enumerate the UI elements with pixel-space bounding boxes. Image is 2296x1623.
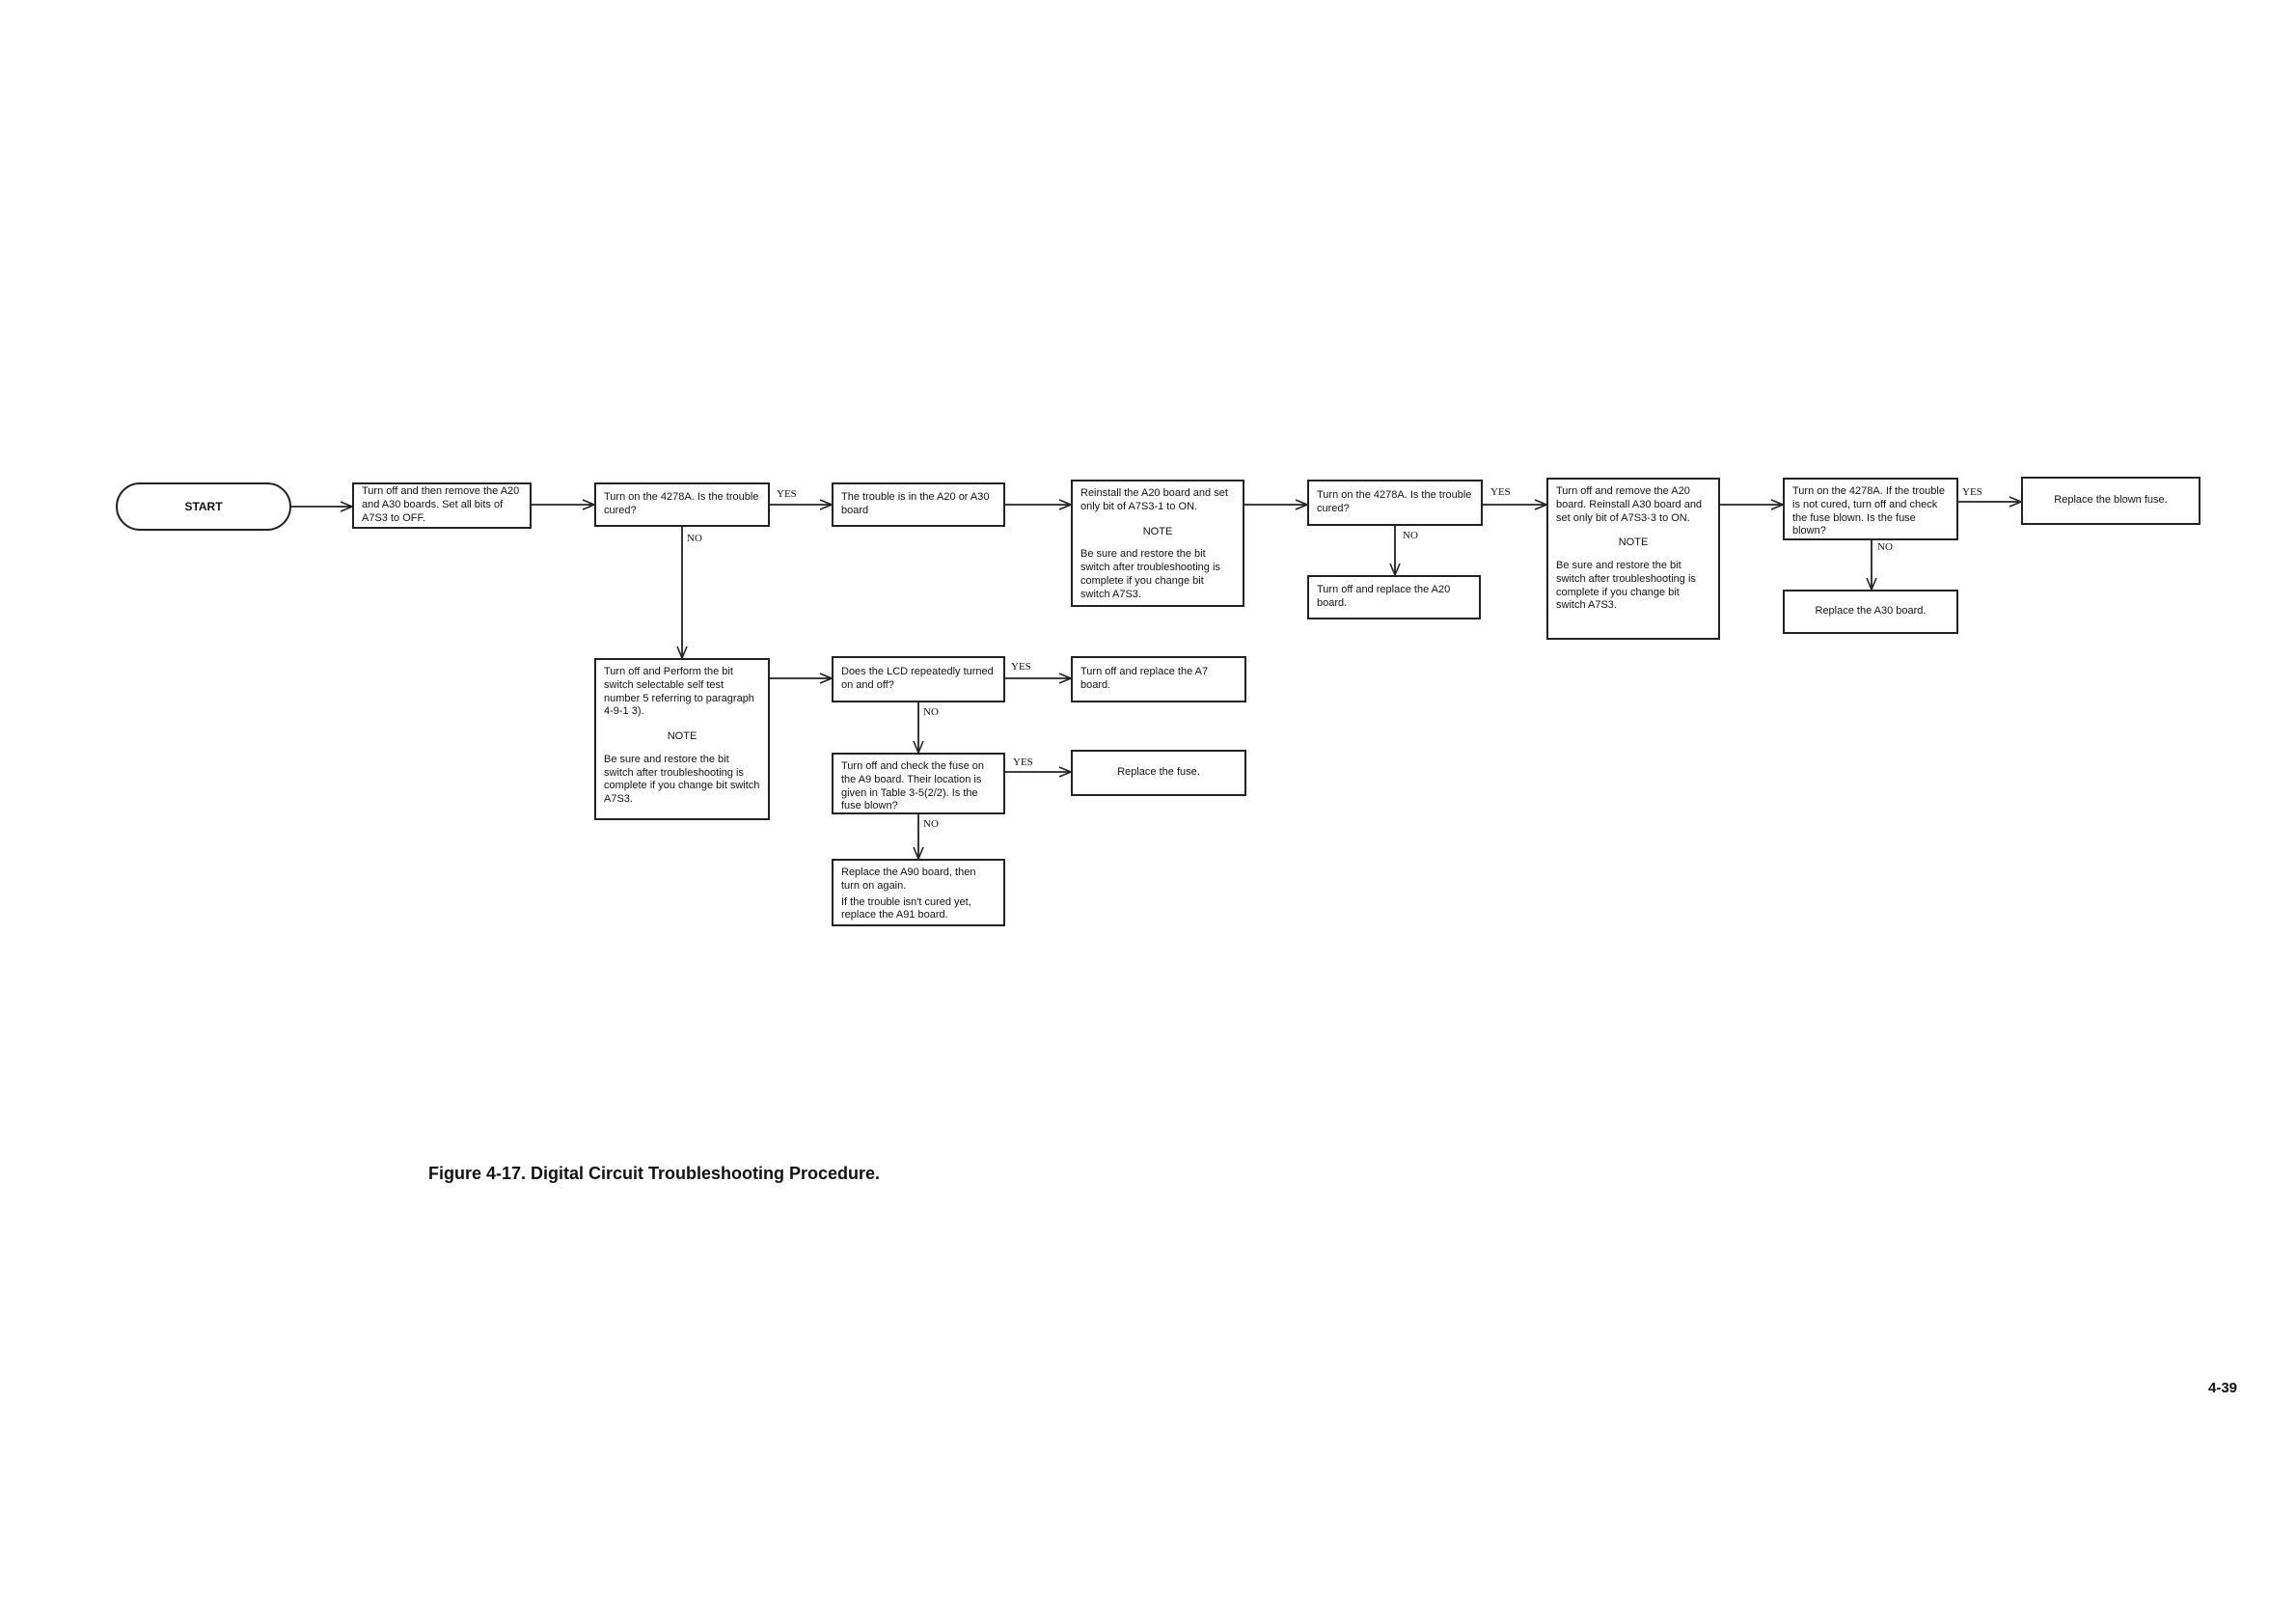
figure-caption: Figure 4-17. Digital Circuit Troubleshooting Procedure. [428,1164,881,1183]
step-replace-a20 [1307,575,1481,619]
note-heading: NOTE [1142,525,1173,537]
no-label: NO [923,706,939,718]
step-self-test-text: Turn off and Perform the bit switch selectable self test number 5 referring to paragraph 4-9-1 3). [604,666,754,718]
yes-label: YES [1013,756,1033,768]
step-remove-a20-reinstall-a30-text: Turn off and remove the A20 board. Reinstall A30 board and set only bit of A7S3-3 to ON. [1556,485,1703,524]
step-replace-a7-text: Turn off and replace the A7 board. [1080,666,1209,691]
step-remove-boards [352,482,532,529]
decision-fuse-blown-a30-text: Turn on the 4278A. If the trouble is not cured, turn off and check the fuse blown. Is the fuse blown? [1792,485,1945,537]
step-replace-blown-fuse [2021,477,2200,525]
no-label: NO [1877,541,1893,553]
step-replace-a30 [1783,590,1958,634]
step-replace-a90-text: Replace the A90 board, then turn on again. [841,867,976,892]
step-replace-fuse-text: Replace the fuse. [1117,766,1200,779]
no-label: NO [687,533,702,544]
no-label: NO [923,818,939,830]
step-self-test [594,658,770,820]
decision-trouble-cured-1 [594,482,770,527]
note-text: Be sure and restore the bit switch after troubleshooting is complete if you change bit switch A7S3. [1080,548,1220,600]
yes-label: YES [1962,486,1982,498]
step-replace-fuse [1071,750,1246,796]
step-replace-a30-text: Replace the A30 board. [1815,605,1927,618]
yes-label: YES [777,488,797,500]
step-reinstall-a20-text: Reinstall the A20 board and set only bit of A7S3-1 to ON. [1080,487,1228,512]
decision-lcd-on-off-text: Does the LCD repeatedly turned on and off? [841,666,994,691]
yes-label: YES [1490,486,1511,498]
decision-fuse-blown-a9 [832,753,1005,814]
no-label: NO [1403,530,1418,541]
decision-lcd-on-off [832,656,1005,702]
decision-fuse-blown-a9-text: Turn off and check the fuse on the A9 board. Their location is given in Table 3-5(2/2). Is the fuse blown? [841,760,984,812]
step-replace-a90-a91 [832,859,1005,926]
decision-trouble-cured-1-text: Turn on the 4278A. Is the trouble cured? [604,491,759,516]
start-terminal: START [116,482,291,531]
note-heading: NOTE [1618,536,1649,549]
decision-fuse-blown-a30 [1783,478,1958,540]
step-replace-a91-text: If the trouble isn't cured yet, replace the A91 board. [841,895,971,922]
step-reinstall-a20 [1071,480,1244,607]
decision-trouble-cured-2-text: Turn on the 4278A. Is the trouble cured? [1317,489,1472,514]
step-remove-boards-text: Turn off and then remove the A20 and A30 boards. Set all bits of A7S3 to OFF. [362,485,520,524]
note-heading: NOTE [667,730,697,742]
note-text: Be sure and restore the bit switch after troubleshooting is complete if you change bit switch A7S3. [604,753,760,805]
yes-label: YES [1011,661,1031,673]
step-replace-blown-fuse-text: Replace the blown fuse. [2054,494,2168,507]
step-trouble-in-boards [832,482,1005,527]
step-trouble-in-boards-text: The trouble is in the A20 or A30 board [841,491,990,516]
step-replace-a7 [1071,656,1246,702]
step-replace-a20-text: Turn off and replace the A20 board. [1317,584,1451,609]
note-text: Be sure and restore the bit switch after troubleshooting is complete if you change bit switch A7S3. [1556,560,1696,612]
decision-trouble-cured-2 [1307,480,1483,526]
page-number: 4-39 [2208,1380,2238,1396]
step-remove-a20-reinstall-a30 [1546,478,1720,640]
